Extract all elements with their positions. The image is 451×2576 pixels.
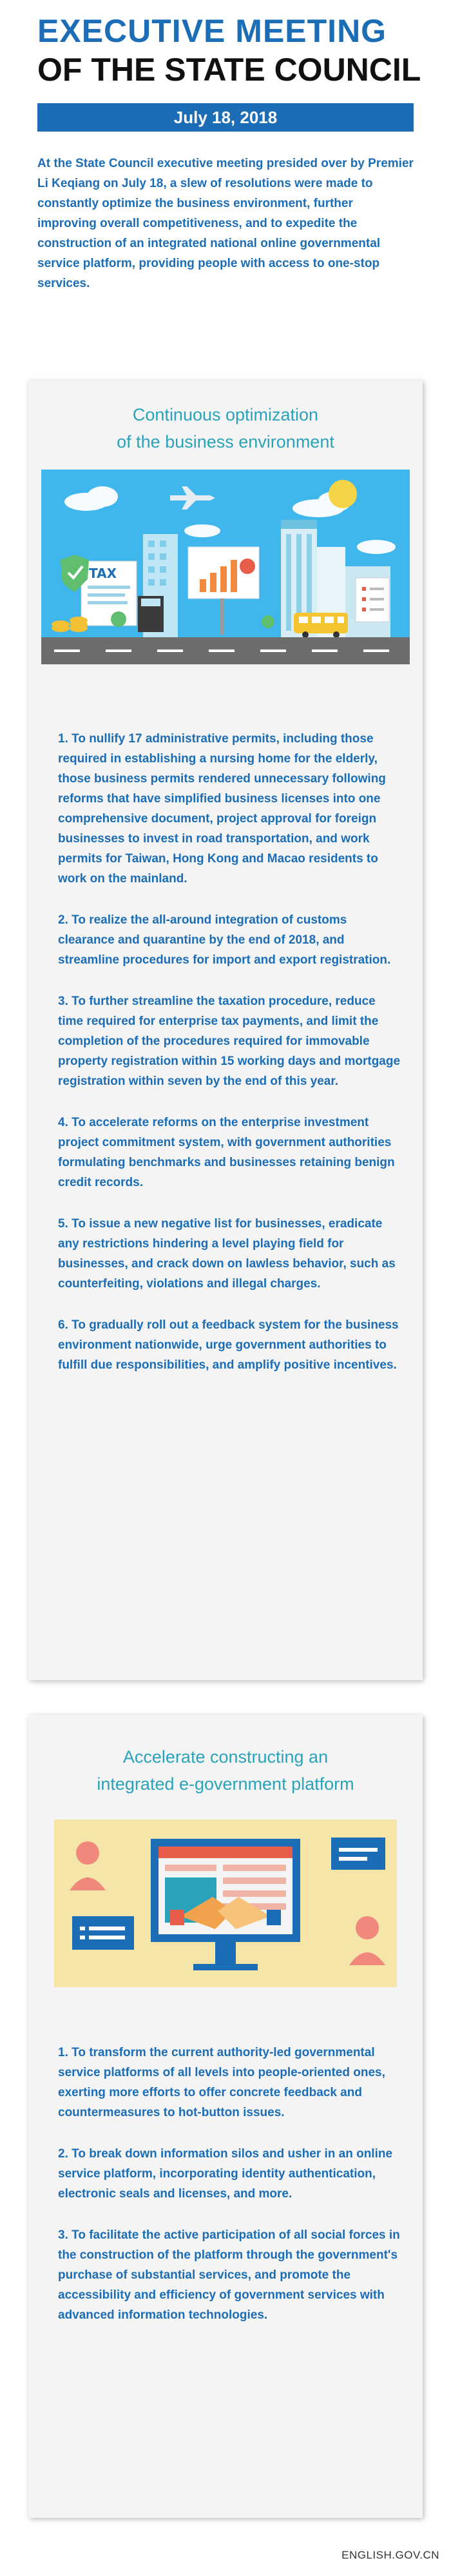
list-item: 3. To further streamline the taxation procedure, reduce time required for enterprise tax payments, and limit the completion of the procedures required for immovable property registration within 15 working days and mortgage registration within seven by the end of this year. bbox=[58, 995, 401, 1088]
list-item: 2. To realize the all-around integration of customs clearance and quarantine by the end of 2018, and streamline procedures for import and export registration. bbox=[58, 913, 391, 967]
list-item: 1. To transform the current authority-led governmental service platforms of all levels into people-oriented ones, exerting more efforts to offer concrete feedback and countermeasures to hot-button issues. bbox=[58, 2046, 385, 2119]
list-item: 4. To accelerate reforms on the enterprise investment project commitment system, with government authorities formulating benchmarks and businesses retaining benign credit records. bbox=[58, 1116, 395, 1189]
list-item: 1. To nullify 17 administrative permits, including those required in establishing a nursing home for the elderly, those business permits rendered unnecessary following reforms that have simplified business licenses into one comprehensive document, project approval for foreign businesses to invest in road transportation, and work permits for Taiwan, Hong Kong and Macao residents to work on the mainland. bbox=[58, 732, 386, 886]
section1-title-line-1: Continuous optimization bbox=[132, 405, 319, 424]
section2-title-line-1: Accelerate constructing an bbox=[122, 1747, 329, 1767]
title-line-1: EXECUTIVE MEETING bbox=[37, 13, 387, 49]
section2-title-line-2: integrated e-government platform bbox=[97, 1774, 354, 1794]
business-city-illustration bbox=[41, 470, 410, 664]
list-item: 2. To break down information silos and usher in an online service platform, incorporating identity authentication, electronic seals and licenses, and more. bbox=[58, 2147, 393, 2201]
list-item: 6. To gradually roll out a feedback system for the business environment nationwide, urge government authorities to fulfill due responsibilities, and amplify positive incentives. bbox=[58, 1318, 399, 1372]
list-item: 3. To facilitate the active participation of all social forces in the construction of the platform through the government's purchase of substantial services, and promote the accessibility and efficiency of government services with advanced information technologies. bbox=[58, 2228, 400, 2322]
business-environment-card bbox=[28, 381, 423, 1680]
list-item: 5. To issue a new negative list for businesses, eradicate any restrictions hindering a level playing field for businesses, and crack down on lawless behavior, such as counterfeiting, violations and illegal charges. bbox=[58, 1217, 396, 1291]
intro-paragraph: At the State Council executive meeting presided over by Premier Li Keqiang on July 18, a slew of resolutions were made to constantly optimize the business environment, further improving overall competitiveness, and to expedite the construction of an integrated national online governmental service platform, providing people with access to one-stop services. bbox=[37, 157, 414, 290]
date-banner: July 18, 2018 bbox=[37, 103, 414, 132]
title-line-2: OF THE STATE COUNCIL bbox=[37, 52, 421, 88]
footer-site-label: ENGLISH.GOV.CN bbox=[341, 2549, 439, 2561]
section2-items bbox=[58, 2043, 403, 2346]
e-government-illustration bbox=[54, 1819, 397, 1987]
section1-title-line-2: of the business environment bbox=[117, 432, 334, 451]
e-government-card bbox=[28, 1715, 423, 2518]
section1-items bbox=[58, 729, 403, 1396]
tax-label: TAX bbox=[89, 566, 117, 581]
sun-icon bbox=[329, 480, 357, 508]
